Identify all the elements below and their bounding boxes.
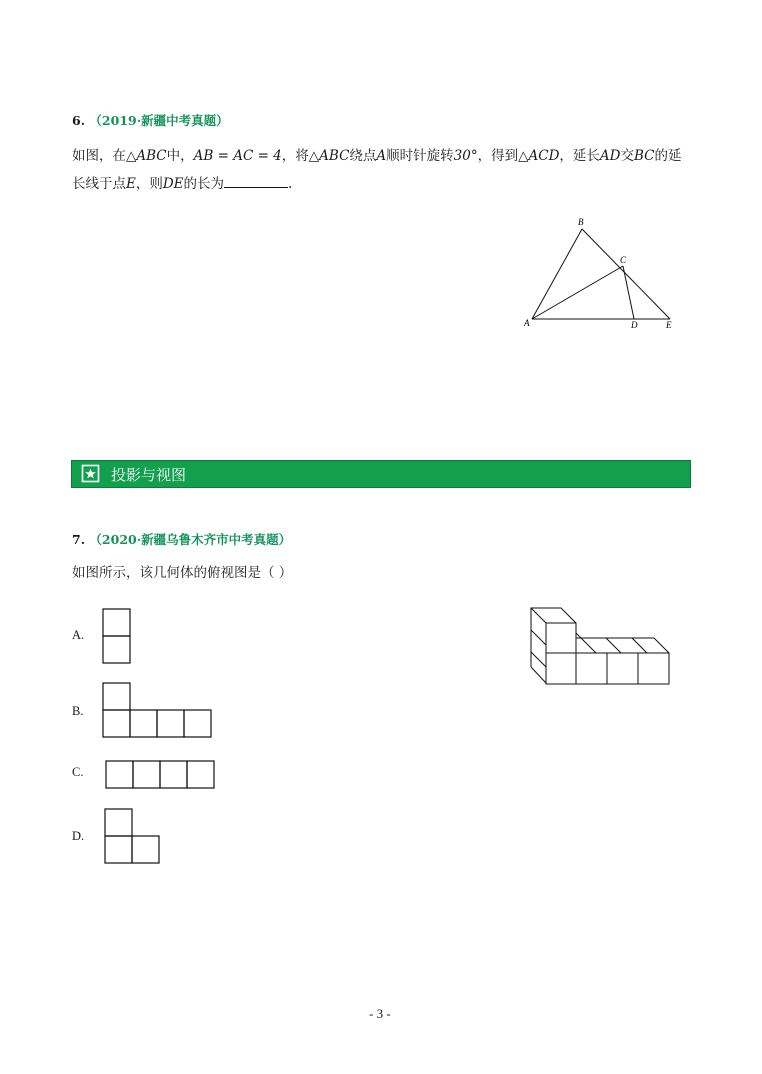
segment-cd [623,266,634,319]
label-b: B [578,217,584,227]
q6-source: （2019·新疆中考真题） [89,113,229,128]
label-a: A [524,318,530,328]
option-a-figure[interactable] [102,608,132,666]
answer-blank[interactable] [224,173,288,188]
q7-number: 7. [72,532,86,547]
q6-line-2: 长线于点E，则DE的长为 . [72,170,692,198]
q7-stem: 如图所示，该几何体的俯视图是（ ） [72,565,293,581]
label-c: C [620,255,627,265]
star-bookmark-icon [81,464,101,484]
q6-header [72,111,229,129]
option-a-label[interactable]: A. [72,628,85,642]
page-number: - 3 - [369,1006,391,1021]
q6-number: 6. [72,113,86,128]
option-c-label[interactable]: C. [72,765,84,779]
q7-source: （2020·新疆乌鲁木齐市中考真题） [89,532,292,547]
option-b-figure[interactable] [102,682,216,740]
section-title: 投影与视图 [111,466,187,484]
label-d: D [631,320,638,330]
segment-ac [532,266,623,319]
option-b-label[interactable]: B. [72,704,84,718]
q7-header [72,530,291,548]
option-c-figure[interactable] [105,760,219,790]
q6-stem [72,142,692,198]
segment-be [582,229,670,319]
q6-triangle-figure [520,212,690,337]
label-e: E [666,320,672,330]
q7-solid-figure [526,603,676,689]
option-d-label[interactable]: D. [72,829,85,843]
option-d-figure[interactable] [104,808,164,866]
segment-ab [532,229,582,319]
q6-line-1: 如图，在△ABC中，AB = AC = 4，将△ABC绕点A顺时针旋转30°，得到△ACD，延长AD交BC的延 [72,148,682,164]
